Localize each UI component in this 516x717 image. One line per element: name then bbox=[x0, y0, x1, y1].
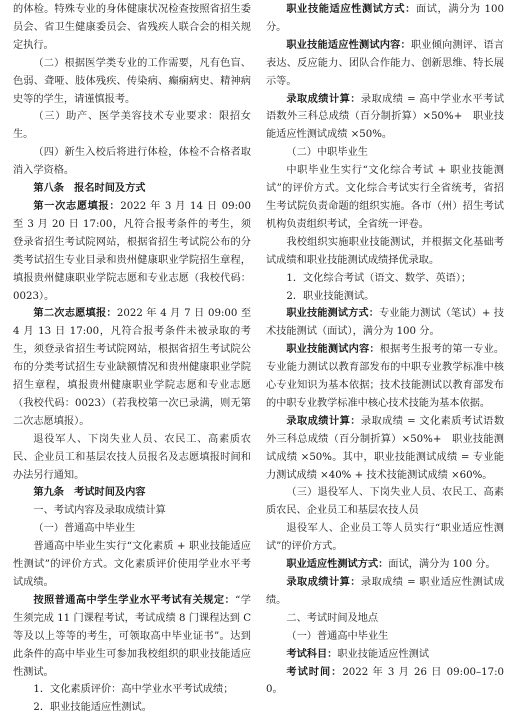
paragraph-academic-test-rules bbox=[13, 592, 251, 682]
paragraph-health-check-end: 的体检。特殊专业的身体健康状况检查按照省招生委员会、省卫生健康委员会、省残疾人联合会的相关规定执行。 bbox=[13, 4, 251, 51]
first-application-text: 2022 年 3 月 14 日 09:00 至 3 月 20 日 17:00，凡符合报考条件的考生，须登录省招生考试院网站，根据省招生考试院公布的分类考试招生专业目录和贵州健康职业学院招生章程，填报贵州健康职业学院志愿和专业志愿（我校代码：0023）。 bbox=[13, 200, 251, 302]
first-application-label: 第一次志愿填报： bbox=[33, 199, 121, 212]
paragraph-aptitude-test-content bbox=[266, 37, 504, 91]
left-column bbox=[13, 1, 251, 717]
article-8-heading: 第八条 报名时间及方式 bbox=[33, 182, 146, 195]
exam-time-label: 考试时间： bbox=[286, 665, 343, 678]
list-item-vocational-skill-test: 2．职业技能测试。 bbox=[286, 290, 375, 302]
score-calculation-1-label: 录取成绩计算： bbox=[286, 92, 361, 105]
exam-subject-label: 考试科目： bbox=[286, 647, 338, 660]
exam-time-text: 2022 年 3 月 26 日 09:00–17:00。 bbox=[266, 666, 505, 696]
paragraph-skill-test-method bbox=[266, 305, 504, 341]
second-application-text: 2022 年 4 月 7 日 09:00 至 4 月 13 日 17:00，凡符合报考条件未被录取的考生，须登录省招生考试院网站，根据省招生考试院公布的分类考试招生专业缺额情况和贵州健康职业学院招生章程，填报贵州健康职业学院志愿和专业志愿（我校代码：0023）（若我校第一次已录满，则无第二次志愿填报）。 bbox=[13, 308, 252, 427]
paragraph-score-calculation-3 bbox=[266, 574, 504, 610]
score-calculation-3-text: 录取成绩 = 职业适应性测试成绩。 bbox=[266, 577, 505, 606]
subsection-veterans-heading: （三）退役军人、下岗失业人员、农民工、高素质农民、企业员工和基层农技人员 bbox=[266, 487, 504, 517]
paragraph-entrance-check: （四）新生入校后将进行体检，体检不合格者取消入学资格。 bbox=[13, 147, 251, 177]
academic-test-rules-text: “学生须完成 11 门课程考试，考试成绩 8 门课程达到 C 等及以上等等的考生，可领取高中毕业证书”。达到此条件的高中毕业生可参加我校组织的职业技能适应性测试。 bbox=[13, 594, 251, 678]
second-application-label: 第二次志愿填报： bbox=[33, 307, 117, 320]
academic-test-rules-label: 按照普通高中学生学业水平考试有关规定： bbox=[33, 593, 236, 606]
paragraph-exam-subject bbox=[266, 646, 504, 664]
aptitude-test-content-label: 职业技能适应性测试内容： bbox=[286, 38, 411, 51]
paragraph-score-calculation-2 bbox=[266, 413, 504, 485]
skill-test-method-label: 职业技能测试方式： bbox=[286, 307, 380, 320]
aptitude-test-method-label: 职业技能适应性测试方式： bbox=[286, 3, 416, 15]
aptitude-test-content-text: 职业倾向测评、语言表达、反应能力、团队合作能力、创新思维、特长展示等。 bbox=[266, 39, 504, 87]
score-calculation-3-label: 录取成绩计算： bbox=[286, 576, 361, 588]
paragraph-veterans-notice: 退役军人、下岗失业人员、农民工、高素质农民、企业员工和基层农技人员报名及志愿填报时间和办法另行通知。 bbox=[13, 433, 251, 481]
paragraph-adaptability-test-method bbox=[266, 556, 504, 574]
paragraph-skill-test-admission: 我校组织实施职业技能测试，并根据文化基础考试成绩和职业技能测试成绩择优录取。 bbox=[266, 236, 504, 266]
paragraph-first-application bbox=[13, 198, 251, 305]
list-item-comprehensive-exam: 1．文化综合考试（语文、数学、英语）； bbox=[286, 272, 472, 284]
paragraph-color-blindness: （二）根据医学类专业的工作需要，凡有色盲、色弱、聋哑、肢体残疾、传染病、癫痫病史、精神病史等的学生，请谨慎报考。 bbox=[13, 57, 251, 105]
paragraph-high-school-evaluation: 普通高中毕业生实行“文化素质 + 职业技能适应性测试”的评价方式。文化素质评价使用学业水平考试成绩。 bbox=[13, 541, 251, 588]
paragraph-female-only: （三）助产、医学美容技术专业要求：限招女生。 bbox=[13, 111, 251, 141]
paragraph-score-calculation-1 bbox=[266, 91, 504, 145]
subsection-vocational-heading: （二）中职毕业生 bbox=[286, 147, 368, 159]
adaptability-test-method-label: 职业适应性测试方式： bbox=[286, 558, 389, 571]
score-calculation-2-label: 录取成绩计算： bbox=[286, 414, 361, 427]
list-item-cultural-evaluation: 1．文化素质评价：高中学业水平考试成绩； bbox=[33, 684, 234, 696]
skill-test-content-label: 职业技能测试内容： bbox=[286, 343, 380, 356]
score-calculation-1-text: 录取成绩 = 高中学业水平考试语数外三科总成绩（百分制折算）×50%+ 职业技能适应性测试成绩 ×50%。 bbox=[266, 93, 505, 141]
skill-test-method-text: 专业能力测试（笔试）+ 技术技能测试（面试），满分为 100 分。 bbox=[266, 308, 504, 338]
paragraph-skill-test-content bbox=[266, 341, 504, 413]
list-item-skill-test: 2．职业技能适应性测试。 bbox=[33, 702, 152, 714]
adaptability-test-method-text: 面试，满分为 100 分。 bbox=[388, 559, 496, 571]
section-exam-time-heading: 二、考试时间及地点 bbox=[286, 612, 379, 624]
score-calculation-2-text: 录取成绩 = 文化素质考试语数外三科总成绩（百分制折算）×50%+ 职业技能测试成绩 ×50%。其中，职业技能测试成绩 = 专业能力测试成绩 ×40% + 技术技能测试成绩 ×60%。 bbox=[266, 415, 505, 481]
subsection-high-school-heading: （一）普通高中毕业生 bbox=[33, 523, 136, 535]
right-column bbox=[266, 1, 504, 699]
article-9-heading: 第九条 考试时间及内容 bbox=[33, 486, 146, 499]
paragraph-exam-time bbox=[266, 664, 504, 700]
paragraph-aptitude-test-method bbox=[266, 1, 504, 37]
paragraph-second-application bbox=[13, 305, 251, 430]
exam-subject-text: 职业技能适应性测试 bbox=[337, 648, 430, 660]
aptitude-test-method-text: 面试，满分为 100 分。 bbox=[266, 4, 504, 33]
paragraph-vocational-evaluation: 中职毕业生实行“文化综合考试 + 职业技能测试”的评价方式。文化综合考试实行全省统考，省招生考试院负责命题的组织实施。各市（州）招生考试机构负责组织考试，全省统一评卷。 bbox=[266, 165, 504, 230]
section-exam-content-heading: 一、考试内容及录取成绩计算 bbox=[33, 505, 166, 517]
skill-test-content-text: 根据考生报考的第一专业。专业能力测试以教育部发布的中职专业教学标准中核心专业知识为基本依据；技术技能测试以教育部发布的中职专业教学标准中核心技术技能为基本依据。 bbox=[266, 344, 505, 409]
subsection-high-school-heading-2: （一）普通高中毕业生 bbox=[286, 630, 389, 642]
paragraph-veterans-evaluation: 退役军人、企业员工等人员实行“职业适应性测试”的评价方式。 bbox=[266, 523, 504, 553]
